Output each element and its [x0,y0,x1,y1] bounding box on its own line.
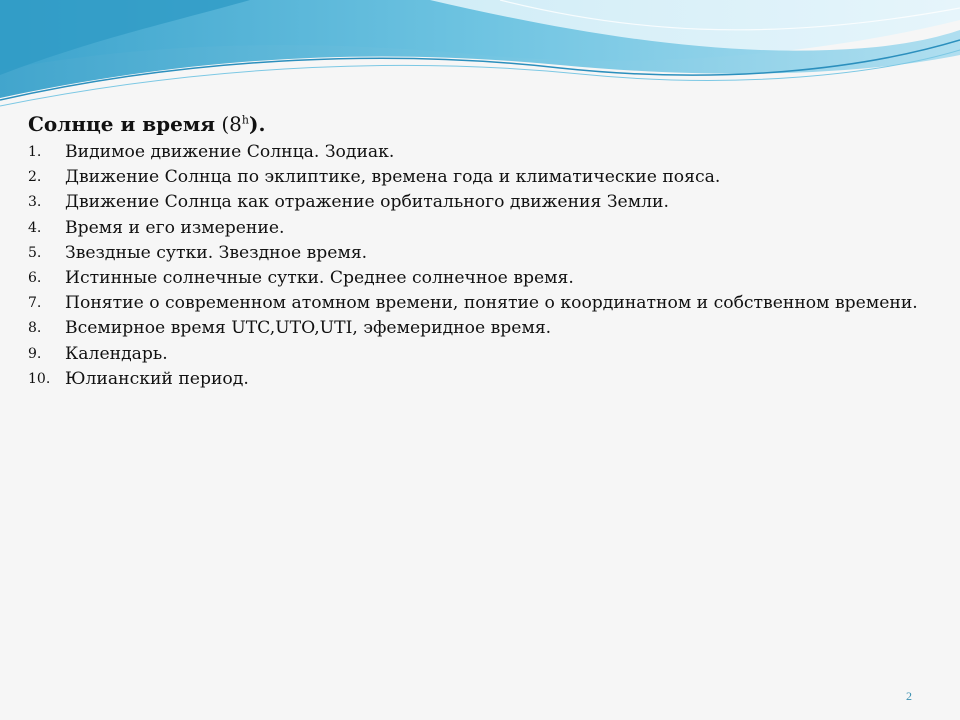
title-main: Солнце и время [28,112,216,136]
list-item-text: Понятие о современном атомном времени, понятие о координатном и собственном времени. [65,293,918,314]
list-item [28,266,938,291]
list-item-number: 2. [28,169,42,186]
list-item-text: Движение Солнца по эклиптике, времена года и климатические пояса. [65,167,721,188]
list-item-text: Движение Солнца как отражение орбитального движения Земли. [65,192,669,213]
list-item [28,190,938,215]
list-item-number: 9. [28,345,42,362]
list-item-number: 4. [28,219,42,236]
list-item-text: Истинные солнечные сутки. Среднее солнечное время. [65,268,574,289]
topic-list [28,140,938,392]
list-item-number: 10. [28,370,51,387]
list-item-number: 3. [28,194,42,211]
decorative-waves [0,0,960,120]
list-item [28,316,938,341]
list-item [28,216,938,241]
title-paren-open: (8 [215,112,242,136]
list-item [28,241,938,266]
list-item [28,367,938,392]
list-item-text: Всемирное время UTC,UTO,UTI, эфемеридное время. [65,318,552,339]
page-number: 2 [906,689,912,703]
list-item [28,140,938,165]
list-item-number: 7. [28,295,42,312]
list-item-number: 6. [28,270,42,287]
slide-content [28,110,938,392]
list-item-text: Юлианский период. [65,368,249,389]
title-superscript: h [241,113,249,127]
list-item-number: 1. [28,144,42,160]
list-item-text: Видимое движение Солнца. Зодиак. [65,142,395,162]
slide-title [28,110,938,138]
list-item [28,342,938,367]
list-item-number: 8. [28,320,42,337]
list-item [28,291,938,316]
list-item-number: 5. [28,244,42,261]
list-item-text: Время и его измерение. [65,217,285,238]
list-item [28,165,938,190]
title-paren-close: ). [249,112,266,136]
list-item-text: Календарь. [65,343,168,364]
list-item-text: Звездные сутки. Звездное время. [65,242,368,263]
